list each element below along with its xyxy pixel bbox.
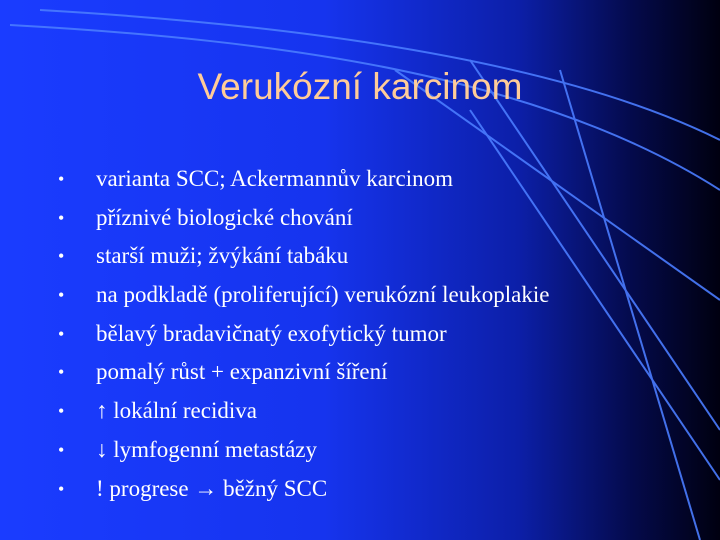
bullet-item: [58, 315, 549, 354]
slide-title-text: Verukózní karcinom: [197, 66, 523, 107]
bullet-dot: •: [58, 207, 65, 228]
bullet-dot: •: [58, 246, 65, 267]
bullet-text: ↓ lymfogenní metastázy: [96, 436, 317, 462]
bullet-dot: •: [58, 323, 65, 344]
bullet-text: bělavý bradavičnatý exofytický tumor: [96, 320, 447, 346]
bullet-text: příznivé biologické chování: [96, 204, 353, 230]
bullet-item: [58, 353, 549, 392]
bullet-dot: •: [58, 285, 65, 306]
bullet-dot: •: [58, 362, 65, 383]
bullet-dot: •: [58, 401, 65, 422]
bullet-text: varianta SCC; Ackermannův karcinom: [96, 166, 454, 191]
bullet-item: [58, 276, 549, 315]
bullet-text: ↑ lokální recidiva: [96, 398, 257, 424]
bullet-text: pomalý růst + expanzivní šíření: [96, 359, 388, 385]
bullet-item: [58, 160, 549, 199]
bullet-item: [58, 470, 549, 509]
bullet-dot: •: [58, 439, 65, 460]
decor-line-3: [560, 70, 700, 540]
bullet-list: [58, 160, 549, 508]
bullet-item: [58, 237, 549, 276]
bullet-text: na podkladě (proliferující) verukózní leukoplakie: [96, 282, 550, 308]
bullet-item: [58, 392, 549, 431]
bullet-text: starší muži; žvýkání tabáku: [96, 243, 349, 269]
bullet-dot: •: [58, 478, 65, 499]
bullet-item: [58, 431, 549, 470]
bullet-text: ! progrese → běžný SCC: [96, 475, 328, 501]
slide-title: [0, 66, 720, 108]
bullet-dot: •: [58, 169, 65, 189]
bullet-item: [58, 199, 549, 238]
